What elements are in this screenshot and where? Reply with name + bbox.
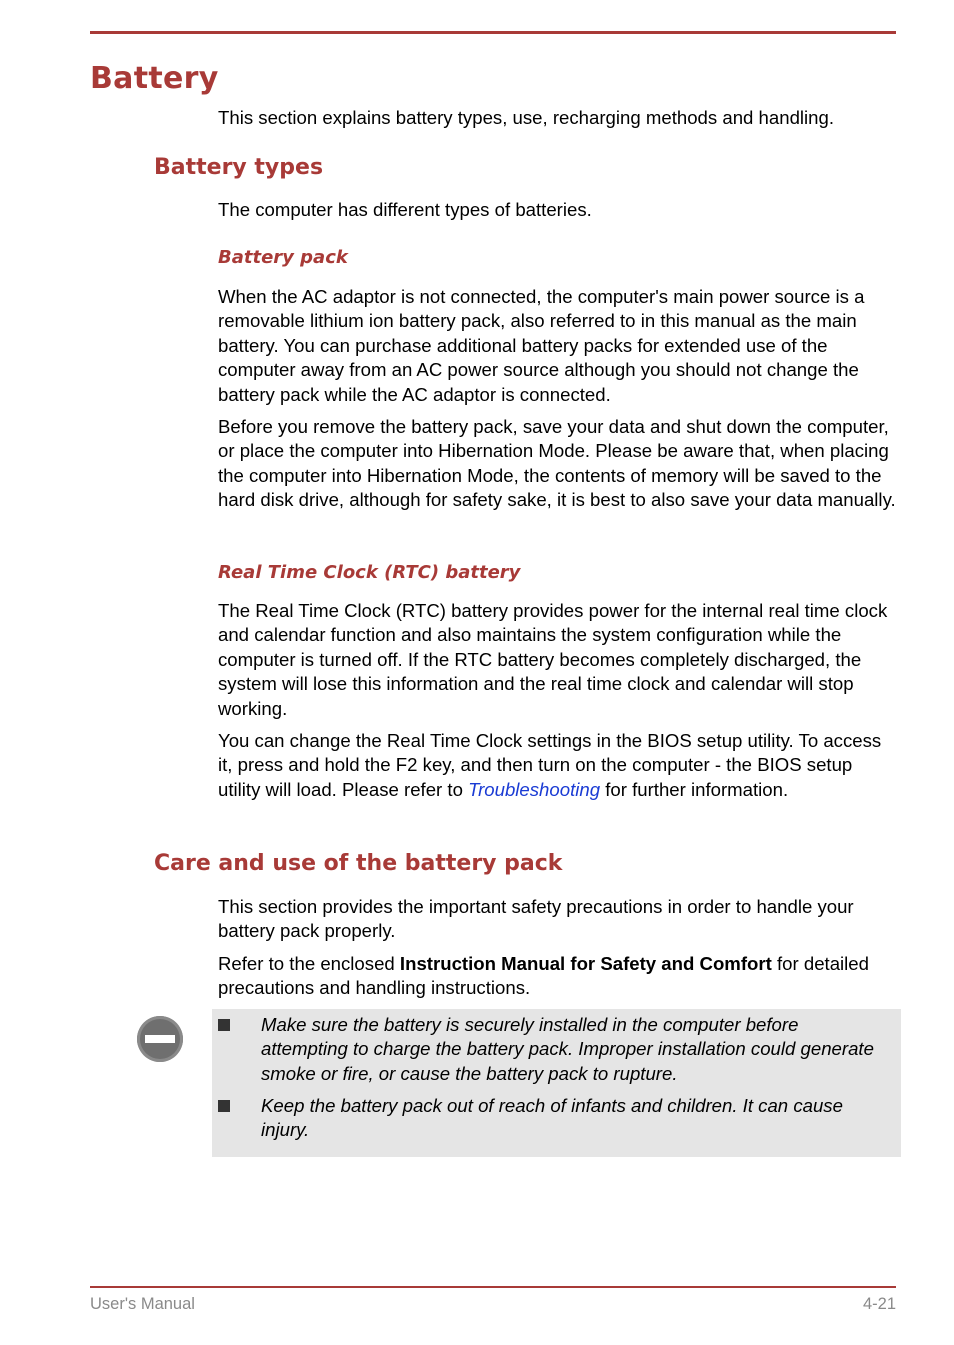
bullet-square-icon: [218, 1100, 230, 1112]
no-entry-icon: [137, 1016, 183, 1062]
rtc-paragraph-2-tail: for further information.: [600, 778, 789, 800]
footer-page-number: 4-21: [862, 1295, 896, 1313]
rtc-paragraph-2-text: You can change the Real Time Clock settings in the BIOS setup utility. To access it, press and hold the F2 key, and then turn on the computer - the BIOS setup utility will load. Please refer to: [218, 730, 882, 800]
battery-types-heading: Battery types: [154, 155, 324, 180]
care-paragraph-2-text: Refer to the enclosed: [218, 953, 400, 974]
page-title: Battery: [90, 61, 219, 96]
care-heading: Care and use of the battery pack: [154, 851, 563, 876]
rtc-paragraph-2: [218, 729, 898, 802]
header-rule: [90, 31, 896, 34]
rtc-paragraph-1: The Real Time Clock (RTC) battery provides power for the internal real time clock and calendar function and also maintains the system configuration while the computer is turned off. If the RTC battery becomes completely discharged, the system will lose this information and the real time clock and calendar will stop working.: [218, 600, 888, 719]
battery-pack-paragraph-1: When the AC adaptor is not connected, the computer's main power source is a removable lithium ion battery pack, also referred to in this manual as the main battery. You can purchase additional battery packs for extended use of the computer away from an AC power source although you should not change the battery pack while the AC adaptor is connected.: [218, 286, 865, 405]
footer-rule: [90, 1286, 896, 1288]
battery-pack-paragraph-2: Before you remove the battery pack, save your data and shut down the computer, or place the computer into Hibernation Mode. Please be aware that, when placing the computer into Hibernation Mode, the contents of memory will be saved to the hard disk drive, although for safety sake, it is best to also save your data manually.: [218, 416, 896, 511]
footer-manual-name: User's Manual: [90, 1295, 195, 1313]
care-paragraph-2-tail: for detailed precautions and handling instructions.: [218, 953, 869, 999]
troubleshooting-link[interactable]: Troubleshooting: [468, 778, 601, 800]
bullet-square-icon: [218, 1019, 230, 1031]
care-paragraph-2: [218, 952, 898, 1001]
safety-manual-title: Instruction Manual for Safety and Comfort: [399, 953, 772, 974]
intro-paragraph: This section explains battery types, use, recharging methods and handling.: [218, 107, 835, 128]
battery-pack-heading: Battery pack: [218, 247, 348, 268]
battery-types-intro: The computer has different types of batteries.: [218, 199, 592, 220]
no-entry-bar: [145, 1035, 175, 1043]
warning-item: Make sure the battery is securely installed in the computer before attempting to charge the battery pack. Improper installation could generate smoke or fire, or cause the battery pack to rupture.: [261, 1014, 874, 1084]
rtc-battery-heading: Real Time Clock (RTC) battery: [218, 562, 521, 583]
care-paragraph-1: This section provides the important safety precautions in order to handle your battery pack properly.: [218, 896, 854, 942]
warning-item: Keep the battery pack out of reach of infants and children. It can cause injury.: [261, 1095, 843, 1141]
